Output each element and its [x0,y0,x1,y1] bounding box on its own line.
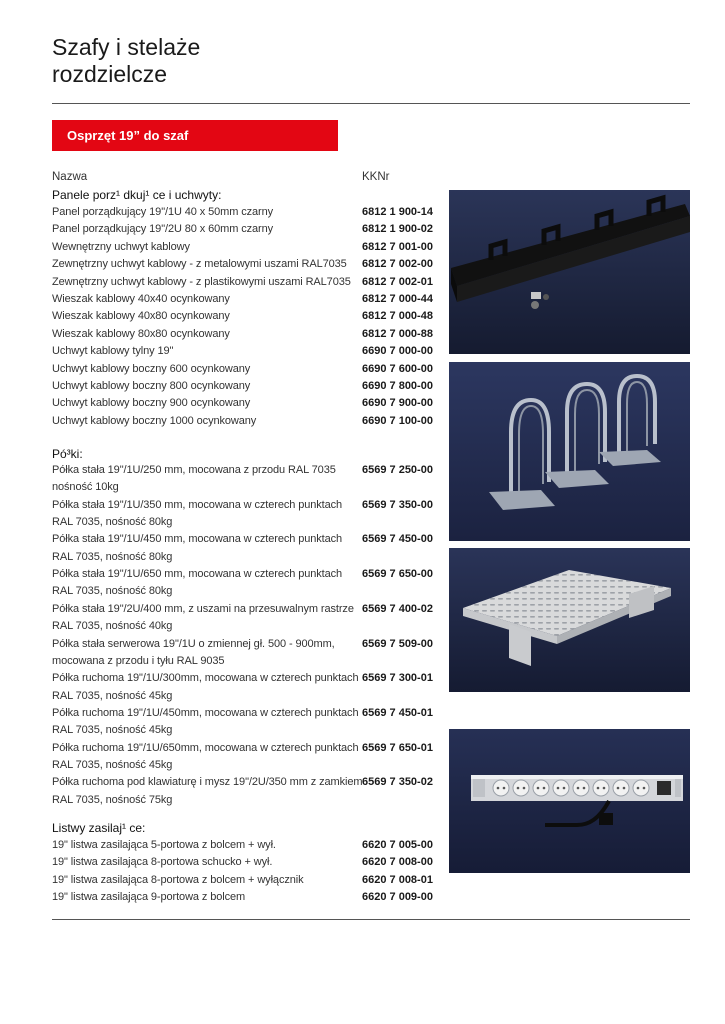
section-banner-label: Osprzęt 19” do szaf [67,128,189,143]
section-heading-power: Listwy zasilaj¹ ce: [52,821,146,835]
panel-item-code: 6690 7 600-00 [362,362,433,375]
panel-item-code: 6812 7 000-44 [362,293,433,305]
panel-item-code: 6812 7 002-01 [362,275,433,288]
shelf-item-row [52,741,447,758]
cable-hanger-icon [449,362,690,541]
panel-item-code: 6690 7 100-00 [362,414,433,427]
panel-item-code: 6812 7 000-48 [362,310,433,323]
shelf-item-row [52,706,447,723]
panel-item-row [52,396,447,413]
panel-item-code: 6812 7 001-00 [362,240,433,253]
panel-item-name: Zewnętrzny uchwyt kablowy - z plastikowymi uszami RAL7035 [52,275,351,288]
power-item-code: 6620 7 008-00 [362,856,433,869]
panel-item-code: 6812 1 900-14 [362,206,433,218]
shelf-item-row [52,671,447,688]
shelf-item-cont-name: mocowana z przodu i tyłu RAL 9035 [52,654,225,667]
panel-item-name: Wieszak kablowy 40x40 ocynkowany [52,293,230,305]
shelf-item-cont-name: RAL 7035, nośność 80kg [52,585,173,598]
shelf-item-cont-row [52,550,447,567]
power-strip-icon [449,729,690,873]
shelf-item-code: 6569 7 509-00 [362,637,433,650]
shelf-item-cont-name: RAL 7035, nośność 80kg [52,516,173,528]
panel-item-code: 6690 7 800-00 [362,380,433,392]
top-divider [52,103,690,104]
panel-item-code: 6812 7 002-00 [362,258,433,271]
panel-item-row [52,327,447,344]
panel-item-row [52,414,447,431]
column-header-code: KKNr [362,171,390,183]
panel-item-name: Uchwyt kablowy boczny 800 ocynkowany [52,380,251,392]
panel-item-row [52,222,447,239]
shelf-item-code: 6569 7 650-01 [362,741,433,754]
power-item-code: 6620 7 009-00 [362,891,433,904]
shelf-item-cont-row [52,584,447,601]
shelf-item-name: Półka ruchoma pod klawiaturę i mysz 19"/2U/350 mm z zamkiem [52,776,363,789]
shelf-item-name: Półka stała 19"/1U/250 mm, mocowana z przodu RAL 7035 [52,464,336,476]
panel-item-row [52,309,447,326]
panel-item-row [52,362,447,379]
page-title-line-1: Szafy i stelaże [52,34,201,60]
shelf-item-cont-row [52,723,447,740]
shelf-item-row [52,602,447,619]
column-header-name: Nazwa [52,171,88,183]
shelf-item-row [52,498,447,515]
panel-item-name: Wieszak kablowy 40x80 ocynkowany [52,310,230,323]
shelf-item-name: Półka stała serwerowa 19"/1U o zmiennej gł. 500 - 900mm, [52,637,335,650]
power-item-name: 19" listwa zasilająca 8-portowa schucko + wył. [52,856,273,869]
section-banner [52,120,338,151]
perforated-shelf-photo [449,548,690,692]
power-strip-photo [449,729,690,873]
panel-item-row [52,257,447,274]
shelf-item-name: Półka stała 19"/1U/650 mm, mocowana w czterech punktach [52,568,343,581]
panel-item-name: Zewnętrzny uchwyt kablowy - z metalowymi uszami RAL7035 [52,258,347,271]
power-item-name: 19" listwa zasilająca 5-portowa z bolcem + wył. [52,839,276,851]
shelf-item-row [52,775,447,792]
cable-hanger-photo [449,362,690,541]
power-item-row [52,873,447,890]
shelf-item-row [52,567,447,584]
shelf-item-row [52,532,447,549]
page-title [52,34,200,88]
shelf-item-cont-name: nośność 10kg [52,481,119,494]
panel-item-row [52,205,447,222]
shelf-item-cont-row [52,654,447,671]
shelf-item-cont-name: RAL 7035, nośność 80kg [52,550,173,563]
panel-item-name: Wieszak kablowy 80x80 ocynkowany [52,327,230,340]
panel-item-name: Uchwyt kablowy boczny 600 ocynkowany [52,362,251,375]
shelf-item-code: 6569 7 650-00 [362,568,433,581]
power-item-name: 19" listwa zasilająca 8-portowa z bolcem + wyłącznik [52,873,304,886]
panel-item-name: Uchwyt kablowy tylny 19" [52,345,174,358]
shelf-item-code: 6569 7 300-01 [362,672,433,685]
bottom-divider [52,919,690,920]
cable-panel-icon [449,190,690,354]
shelf-item-code: 6569 7 450-01 [362,706,433,719]
shelf-item-cont-name: RAL 7035, nośność 45kg [52,724,173,737]
panel-item-name: Uchwyt kablowy boczny 1000 ocynkowany [52,414,257,427]
section-heading-shelves: Pó³ki: [52,447,83,461]
power-item-name: 19" listwa zasilająca 9-portowa z bolcem [52,891,246,904]
panel-item-name: Panel porządkujący 19"/2U 80 x 60mm czarny [52,223,274,236]
panel-item-name: Wewnętrzny uchwyt kablowy [52,240,190,253]
shelf-item-name: Półka ruchoma 19"/1U/450mm, mocowana w czterech punktach [52,706,359,719]
shelf-item-cont-name: RAL 7035, nośność 40kg [52,620,173,633]
shelf-item-cont-row [52,480,447,497]
panel-item-row [52,379,447,396]
panel-item-code: 6690 7 000-00 [362,345,433,358]
shelf-item-name: Półka stała 19"/1U/450 mm, mocowana w czterech punktach [52,533,343,546]
shelf-item-cont-name: RAL 7035, nośność 45kg [52,758,173,771]
panel-item-name: Uchwyt kablowy boczny 900 ocynkowany [52,397,251,410]
panel-item-code: 6690 7 900-00 [362,397,433,410]
shelf-item-cont-row [52,515,447,532]
perforated-shelf-icon [449,548,690,692]
power-item-row [52,890,447,907]
power-item-code: 6620 7 008-01 [362,873,433,886]
shelf-item-cont-name: RAL 7035, nośność 75kg [52,793,173,806]
shelf-item-name: Półka stała 19"/2U/400 mm, z uszami na przesuwalnym rastrze [52,602,354,615]
shelf-item-cont-row [52,619,447,636]
shelf-item-cont-row [52,793,447,810]
panel-item-code: 6812 1 900-02 [362,223,433,236]
shelf-item-name: Półka ruchoma 19"/1U/300mm, mocowana w czterech punktach [52,672,359,685]
shelf-item-code: 6569 7 450-00 [362,533,433,546]
shelf-item-code: 6569 7 350-00 [362,498,433,511]
shelf-item-name: Półka stała 19"/1U/350 mm, mocowana w czterech punktach [52,498,343,511]
panel-item-row [52,275,447,292]
section-heading-panels: Panele porz¹ dkuj¹ ce i uchwyty: [52,188,222,202]
shelf-item-cont-row [52,758,447,775]
shelf-item-row [52,637,447,654]
shelf-item-code: 6569 7 400-02 [362,602,433,615]
panel-item-name: Panel porządkujący 19"/1U 40 x 50mm czarny [52,206,274,218]
power-item-code: 6620 7 005-00 [362,839,433,851]
shelf-item-name: Półka ruchoma 19"/1U/650mm, mocowana w czterech punktach [52,741,359,754]
shelf-item-code: 6569 7 250-00 [362,464,433,476]
shelf-item-code: 6569 7 350-02 [362,776,433,789]
panel-item-row [52,292,447,309]
shelf-item-cont-name: RAL 7035, nośność 45kg [52,689,173,702]
power-item-row [52,855,447,872]
shelf-item-row [52,463,447,480]
panel-item-row [52,240,447,257]
panel-item-code: 6812 7 000-88 [362,327,433,340]
cable-management-panel-photo [449,190,690,354]
power-item-row [52,838,447,855]
page-title-line-2: rozdzielcze [52,61,168,87]
shelf-item-cont-row [52,689,447,706]
panel-item-row [52,344,447,361]
